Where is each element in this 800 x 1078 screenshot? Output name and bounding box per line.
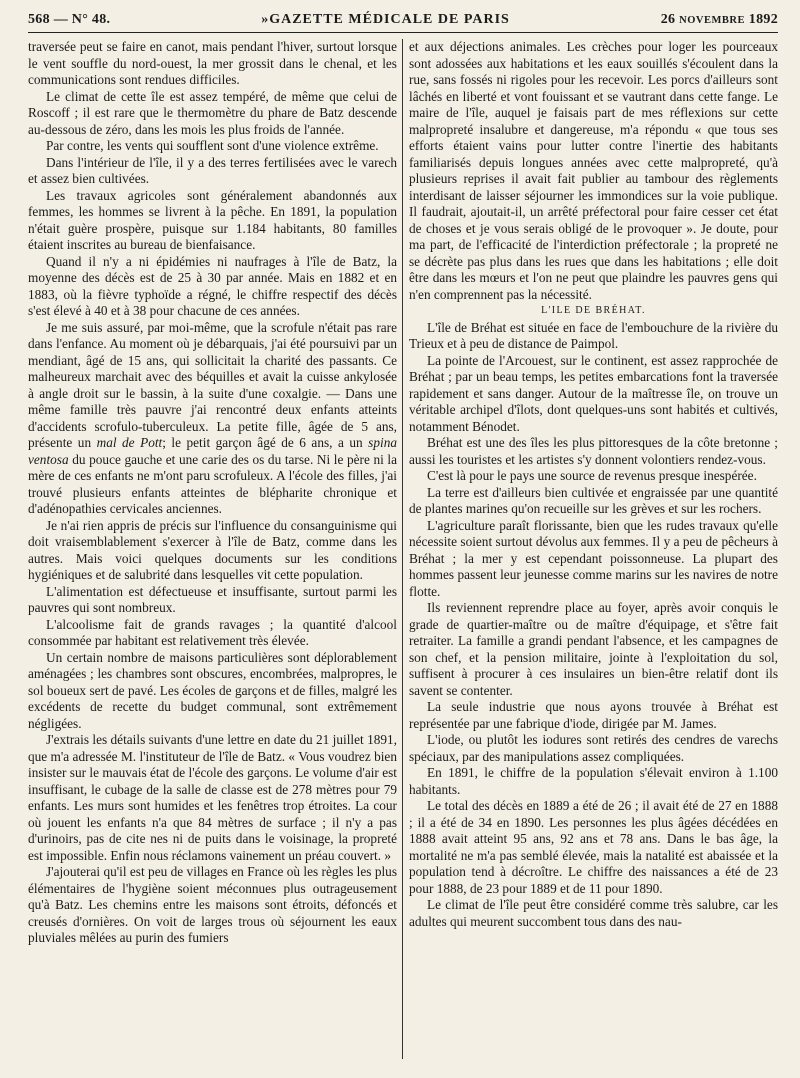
paragraph: traversée peut se faire en canot, mais pendant l'hiver, surtout lorsque le vent souffle du nord-ouest, la mer grossit dans le chenal, et les communications sont rendues difficiles.: [28, 39, 397, 87]
issue-day: 26: [660, 12, 676, 27]
section-title: L'ILE DE BRÉHAT.: [541, 305, 646, 316]
issue-date: [661, 12, 778, 28]
column-divider: [402, 39, 403, 1059]
text-run: Je me suis assuré, par moi-même, que la scrofule n'était pas rare dans l'enfance. Au moment où je débarquais, j'ai été poursuivi par un mendiant, âgé de 15 ans, qui sollicitait la charité des passants. Ce malheureux marchait avec des béquilles et avait la cuisse ankylosée à angle droit sur le bassin, à la suite d'une coxalgie. — Dans une même famille très pauvre j'ai rencontré deux enfants atteints d'accidents scrofulo-tuberculeux. La petite fille, âgée de 5 ans, présente un: [28, 319, 397, 450]
paragraph: La terre est d'ailleurs bien cultivée et engraissée par une quantité de plantes marines qu'on recueille sur les grèves et sur les rochers.: [409, 484, 778, 516]
paragraph: Par contre, les vents qui soufflent sont d'une violence extrême.: [46, 138, 379, 153]
paragraph: En 1891, le chiffre de la population s'élevait environ à 1.100 habitants.: [409, 765, 778, 797]
paragraph: et aux déjections animales. Les crèches pour loger les pourceaux sont adossées aux habitations et les eaux souillés s'écoulent dans la rue, sans fossés ni rigoles pour les recevoir. Les porcs d'ailleurs sont lâchés en liberté et vont fouissant et se vautrant dans cette fange. Le maire de l'île, auquel je faisais part de mes réflexions sur cette malpropreté insalubre et dangereuse, m'a répondu « que tous ses efforts étaient vains pour lutter contre l'inertie des habitants familiarisés depuis longues années avec cette malpropreté, qu'à plusieurs reprises il avait fait publier au tambour des règlements interdisant de laisser séjourner les immondices sur la voie publique. Il faudrait, ajoutait-il, un arrêté préfectoral pour faire cesser cet état de choses et je vous serais obligé de le provoquer ». Je doute, pour ma part, de l'efficacité de l'interdiction préfectorale ; la propreté ne se décrète pas plus dans les rues que dans les habitations ; elle doit être dans les mœurs et l'on ne peut que plaindre les pauvres gens qui n'en comprennent pas la nécessité.: [409, 39, 778, 302]
paragraph: L'alimentation est défectueuse et insuffisante, surtout parmi les pauvres qui sont nombreux.: [28, 583, 397, 615]
paragraph: L'agriculture paraît florissante, bien que les rudes travaux qu'elle nécessite soient surtout dévolus aux femmes. Il y a peu de pêcheurs à Bréhat ; la mer y est cependant poissonneuse. La plupart des hommes passent leur jeunesse comme marins sur les navires de notre flotte.: [409, 517, 778, 599]
issue-month: NOVEMBRE: [679, 15, 745, 26]
paragraph: Le climat de cette île est assez tempéré, de même que celui de Roscoff ; il est rare que le thermomètre du phare de Batz descende au-dessous de zéro, dans les mois les plus froids de l'année.: [28, 88, 397, 137]
paragraph: Je n'ai rien appris de précis sur l'influence du consanguinisme qui doit vraisemblablement s'exercer à l'île de Batz, comme dans les autres. Mais voici quelques documents sur les conditions hygiéniques et de salubrité dans lesquelles vit cette population.: [28, 517, 397, 582]
italic-term: mal de Pott: [96, 435, 163, 450]
paragraph: L'alcoolisme fait de grands ravages ; la quantité d'alcool consommée par habitant est relativement très élevée.: [28, 616, 397, 648]
article-columns: [28, 39, 778, 1059]
paragraph: J'extrais les détails suivants d'une lettre en date du 21 juillet 1891, que m'a adressée M. l'instituteur de l'île de Batz. « Vous voudrez bien insister sur le mauvais état de l'école des garçons. Le volume d'air est insuffisant, le cubage de la salle de classe est de 278 mètres pour 79 enfants. Les murs sont humides et les fenêtres trop étroites. La cour où jouent les enfants n'a que 84 mètres de surface ; il n'y a pas d'urinoirs, pas de cite nes ni de puits dans le voisinage, la propreté est impossible. Enfin nous réclamons vainement un préau couvert. »: [28, 732, 397, 863]
paragraph: Bréhat est une des îles les plus pittoresques de la côte bretonne ; aussi les touristes et les artistes s'y donnent volontiers rendez-vous.: [409, 435, 778, 467]
paragraph: Ils reviennent reprendre place au foyer, après avoir conquis le grade de quartier-maître ou de maître d'équipage, et s'être fait retraiter. La famille a grandi pendant l'absence, et les campagnes de son chef, et la pension militaire, jointe à l'exploitation du sol, suffisent à procurer à ces insulaires un bien-être relatif dont ils savent se contenter.: [409, 600, 778, 698]
text-run: du pouce gauche et une carie des os du tarse. Ni le père ni la mère de ces enfants ne m'ont paru scrofuleux. A l'école des filles, j'ai trouvé plusieurs enfants atteintes de blépharite chronique et d'adénopathies cervicales anciennes.: [28, 451, 397, 516]
italic-term: spina ventosa: [28, 435, 397, 467]
paragraph: [28, 320, 397, 518]
page-number: 568 — N° 48.: [28, 12, 111, 27]
paragraph: Le total des décès en 1889 a été de 26 ; il avait été de 27 en 1888 ; il a été de 34 en 1890. Les personnes les plus âgées décédées en 1888 avait atteint 95 ans, 92 ans et 78 ans. Dans le bas âge, la mortalité ne m'a pas semblé élevée, mais la natalité est abaissée et la population tend à décroître. Le chiffre des naissances a été de 23 pour 1888, de 23 pour 1889 et de 11 pour 1890.: [409, 798, 778, 896]
paragraph: Dans l'intérieur de l'île, il y a des terres fertilisées avec le varech et assez bien cultivées.: [28, 154, 397, 186]
paragraph: L'iode, ou plutôt les iodures sont retirés des cendres de varechs spéciaux, par des manipulations assez compliquées.: [409, 732, 778, 764]
journal-title: »GAZETTE MÉDICALE DE PARIS: [261, 12, 510, 27]
text-run: ; le petit garçon âgé de 6 ans, a un: [162, 435, 363, 450]
paragraph: L'île de Bréhat est située en face de l'embouchure de la rivière du Trieux et à peu de distance de Paimpol.: [409, 319, 778, 351]
issue-year: 1892: [748, 12, 778, 27]
paragraph: Quand il n'y a ni épidémies ni naufrages à l'île de Batz, la moyenne des décès est de 25 à 30 par année. Mais en 1882 et en 1883, où la fièvre typhoïde a régné, le chiffre respectif des décès s'est élevé à 40 et à 38 pour chacune de ces années.: [28, 253, 397, 318]
paragraph: Un certain nombre de maisons particulières sont déplorablement aménagées ; les chambres sont obscures, encombrées, malpropres, le sol boueux sert de pavé. Les écoles de garçons et de filles, malgré les excédents de recette du budget communal, sont extrêmement négligées.: [28, 649, 397, 731]
paragraph: J'ajouterai qu'il est peu de villages en France où les règles les plus élémentaires de l'hygiène soient méconnues plus outrageusement qu'à Batz. Les chemins entre les maisons sont étroits, défoncés et creusés d'ornières. On voit de larges trous où séjournent les eaux pluviales mêlées au purin des fumiers: [28, 864, 397, 945]
paragraph: Les travaux agricoles sont généralement abandonnés aux femmes, les hommes se livrent à la pêche. En 1891, la population n'était guère prospère, puisque sur 1.184 habitants, 80 familles étaient inscrites au bureau de bienfaisance.: [28, 187, 397, 252]
paragraph: La seule industrie que nous ayons trouvée à Bréhat est représentée par une fabrique d'iode, dirigée par M. James.: [409, 699, 778, 731]
paragraph: C'est là pour le pays une source de revenus presque inespérée.: [427, 468, 757, 483]
paragraph: Le climat de l'île peut être considéré comme très salubre, car les adultes qui meurent succombent tous dans des nau-: [409, 897, 778, 929]
page-header: [28, 12, 778, 33]
left-column: [28, 39, 397, 1059]
right-column: [409, 39, 778, 1059]
paragraph: La pointe de l'Arcouest, sur le continent, est assez rapprochée de Bréhat ; par un beau temps, les petites embarcations font la traversée rapidement et sans danger. Autour de la maîtresse île, on trouve un véritable archipel d'îlots, dont quelques-uns sont habités et cultivés, notamment Bénodet.: [409, 352, 778, 434]
